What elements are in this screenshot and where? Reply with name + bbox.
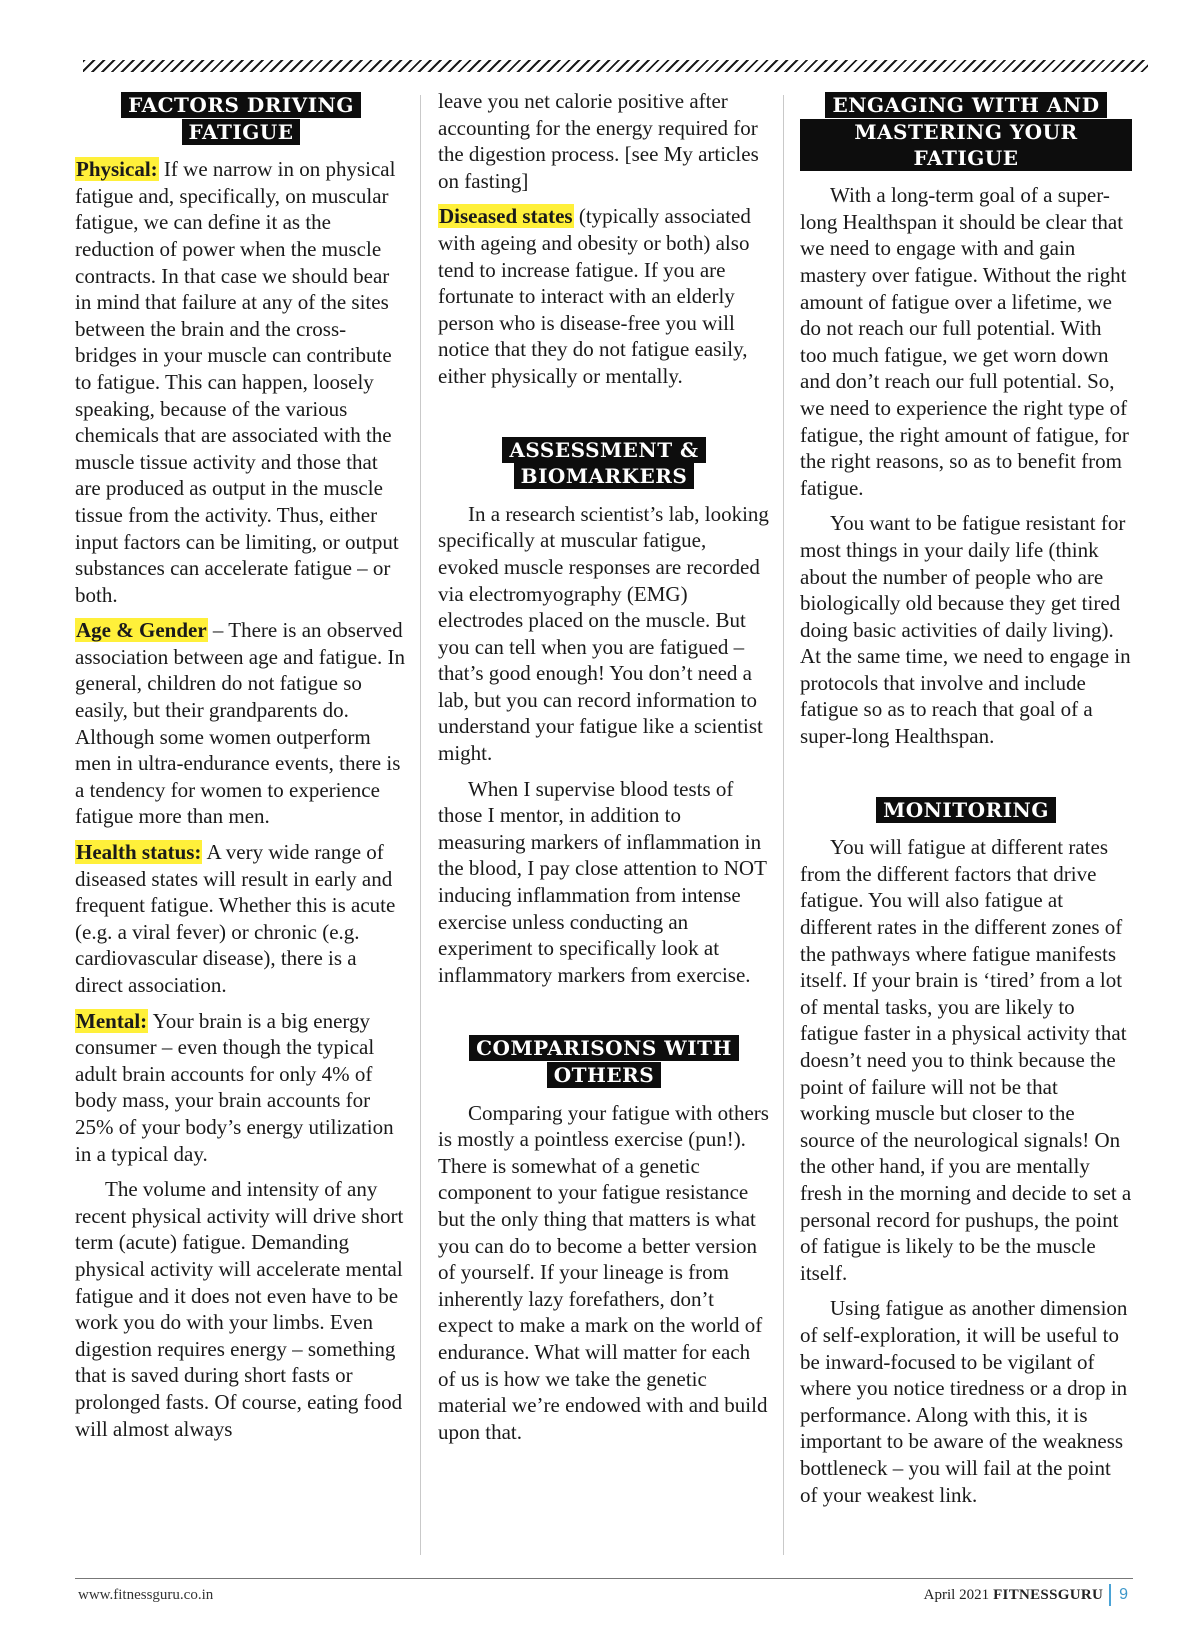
- highlight-label: Mental:: [76, 1008, 148, 1033]
- column-2: [438, 88, 770, 1454]
- highlight-label: Health status:: [76, 840, 202, 865]
- paragraph-engaging-2: You want to be fatigue resistant for most things in your daily life (think about the number of people who are biologically old because they get tired doing basic activities of daily living). At the same time, we need to engage in protocols that involve and include fatigue so as to reach that goal of a super-long Healthspan.: [800, 511, 1131, 749]
- paragraph-diseased-states: [438, 203, 770, 389]
- paragraph-text: A very wide range of diseased states will result in early and frequent fatigue. Whether this is acute (e.g. a viral fever) or chronic (e.g. cardiovascular disease), there is a direct association.: [75, 840, 396, 997]
- column-1: [75, 92, 407, 1451]
- paragraph-engaging-1: With a long-term goal of a super-long Healthspan it should be clear that we need to engage with and gain mastery over fatigue. Without the right amount of fatigue over a lifetime, we do not reach our full potential. With too much fatigue, we get worn down and don’t reach our full potential. So, we need to experience the right type of fatigue, the right amount of fatigue, for the right reasons, so as to benefit from fatigue.: [800, 183, 1129, 500]
- issue-date: April 2021: [923, 1586, 990, 1603]
- paragraph-comparisons-1: Comparing your fatigue with others is mostly a pointless exercise (pun!). There is somewhat of a genetic component to your fatigue resistance but the only thing that matters is what you can do to become a better version of yourself. If your lineage is from inherently lazy forefathers, don’t expect to make a mark on the world of endurance. What will matter for each of us is how we take the genetic material we’re endowed with and build upon that.: [438, 1100, 769, 1444]
- paragraph-health-status: [75, 839, 407, 999]
- heading-line: MASTERING YOUR FATIGUE: [800, 119, 1132, 171]
- highlight-label: Physical:: [76, 157, 158, 182]
- paragraph-text: (typically associated with ageing and obesity or both) also tend to increase fatigue. If you are fortunate to interact with an elderly person who is disease-free you will notice that they do not fatigue easily, either physically or mentally.: [438, 204, 751, 388]
- paragraph-mental: [75, 1008, 407, 1168]
- paragraph-continued: leave you net calorie positive after accounting for the energy required for the digestion process. [see My articles on fasting]: [438, 89, 759, 193]
- heading-line: FACTORS DRIVING: [121, 92, 361, 118]
- heading-line: OTHERS: [547, 1062, 662, 1088]
- column-divider: [783, 95, 784, 1555]
- footer-rule: [75, 1578, 1133, 1579]
- paragraph-text: – There is an observed association between age and fatigue. In general, children do not fatigue so easily, but their grandparents do. Although some women outperform men in ultra-endurance events, there is a tendency for women to experience fatigue more than men.: [75, 618, 406, 829]
- footer-website: www.fitnessguru.co.in: [78, 1587, 214, 1603]
- heading-line: FATIGUE: [182, 119, 301, 145]
- spacer: [438, 997, 770, 1035]
- heading-line: MONITORING: [876, 797, 1056, 823]
- heading-line: ENGAGING WITH AND: [825, 92, 1106, 118]
- footer-issue-info: [924, 1584, 1128, 1606]
- paragraph-text: If we narrow in on physical fatigue and, specifically, on muscular fatigue, we can define it as the reduction of power when the muscle contracts. In that case we should bear in mind that failure at any of the sites between the brain and the cross-bridges in your muscle can contribute to fatigue. This can happen, loosely speaking, because of the various chemicals that are associated with the muscle tissue activity and those that are produced as output in the muscle tissue from the activity. Thus, either input factors can be limiting, or output substances can accelerate fatigue – or both.: [75, 157, 399, 607]
- heading-line: ASSESSMENT &: [502, 437, 705, 463]
- spacer: [800, 759, 1132, 797]
- decorative-hatch-bar: [83, 60, 1148, 72]
- section-heading-engaging: [800, 92, 1132, 171]
- heading-line: BIOMARKERS: [514, 463, 695, 489]
- paragraph-assessment-1: In a research scientist’s lab, looking specifically at muscular fatigue, evoked muscle responses are recorded via electromyography (EMG) electrodes placed on the muscle. But you can tell when you are fatigued – that’s good enough! You don’t need a lab, but you can record information to understand your fatigue like a scientist might.: [438, 501, 769, 766]
- column-3: [800, 92, 1132, 1517]
- paragraph-text: Your brain is a big energy consumer – even though the typical adult brain accounts for only 4% of body mass, your brain accounts for 25% of your body’s energy utilization in a typical day.: [75, 1008, 394, 1166]
- paragraph-monitoring-2: Using fatigue as another dimension of self-exploration, it will be useful to be inward-focused to be vigilant of where you notice tiredness or a drop in performance. Along with this, it is important to be aware of the weakness bottleneck – you will fail at the point of your weakest link.: [800, 1296, 1128, 1507]
- column-divider: [420, 95, 421, 1555]
- paragraph-age-gender: [75, 617, 407, 830]
- magazine-name: FITNESSGURU: [993, 1586, 1104, 1603]
- section-heading-comparisons: [438, 1035, 770, 1088]
- highlight-label: Age & Gender: [76, 618, 207, 643]
- highlight-label: Diseased states: [439, 204, 573, 229]
- spacer: [438, 399, 770, 437]
- section-heading-factors: [75, 92, 407, 145]
- page-number: 9: [1119, 1586, 1128, 1603]
- paragraph-physical: [75, 156, 407, 608]
- footer-divider: [1109, 1584, 1111, 1606]
- heading-line: COMPARISONS WITH: [469, 1035, 739, 1061]
- section-heading-assessment: [438, 437, 770, 490]
- paragraph-assessment-2: When I supervise blood tests of those I mentor, in addition to measuring markers of inflammation in the blood, I pay close attention to NOT inducing inflammation from intense exercise unless conducting an experiment to specifically look at inflammatory markers from exercise.: [438, 776, 767, 987]
- section-heading-monitoring: [800, 797, 1132, 824]
- paragraph-volume: The volume and intensity of any recent physical activity will drive short term (acute) fatigue. Demanding physical activity will accelerate mental fatigue and it does not even have to be work you do with your limbs. Even digestion requires energy – something that is saved during short fasts or prolonged fasts. Of course, eating food will almost always: [75, 1177, 404, 1441]
- paragraph-monitoring-1: You will fatigue at different rates from the different factors that drive fatigue. You will also fatigue at different rates in the different zones of the pathways where fatigue manifests itself. If your brain is ‘tired’ from a lot of mental tasks, you are likely to fatigue faster in a physical activity that doesn’t need you to think because the point of failure will not be that working muscle but closer to the source of the neurological signals! On the other hand, if you are mentally fresh in the morning and decide to set a personal record for pushups, the point of fatigue is likely to be the muscle itself.: [800, 835, 1132, 1285]
